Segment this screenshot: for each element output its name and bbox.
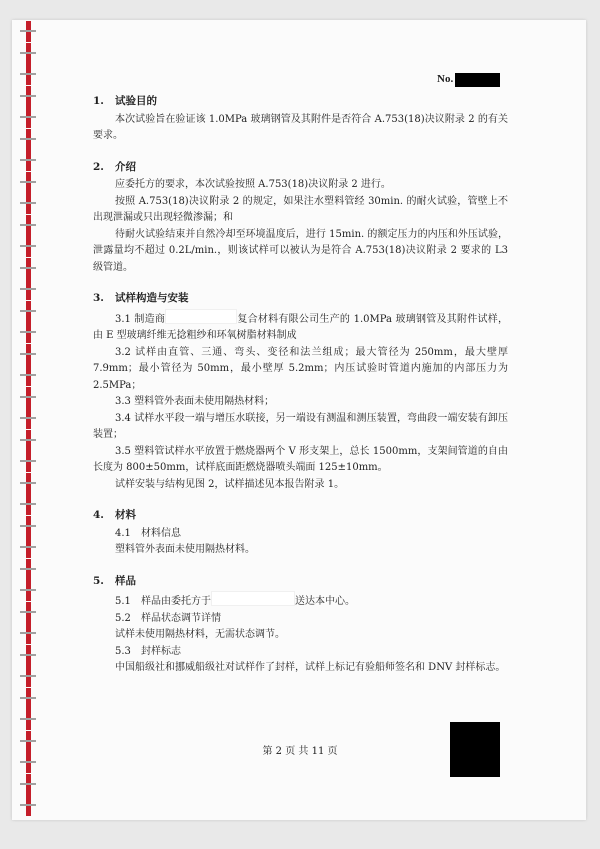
paragraph: 试样安装与结构见图 2，试样描述见本报告附录 1。: [115, 478, 345, 490]
item-number: 5.2: [115, 612, 131, 624]
paragraph: 本次试验旨在验证该 1.0MPa 玻璃钢管及其附件是否符合 A.753(18)决议附录 2 的有关要求。: [93, 113, 508, 141]
binding-ring: [20, 202, 36, 204]
item-text: 送达本中心。: [295, 596, 355, 607]
binding-ring: [20, 675, 36, 677]
item-text: 试样水平段一端与增压水联接，另一端设有测温和测压装置，弯曲段一端安装有卸压装置；: [93, 412, 509, 440]
item-text: 材料信息: [141, 527, 181, 539]
numbered-item: [93, 591, 508, 611]
binding-ring: [20, 116, 36, 118]
section-purpose: [93, 93, 508, 145]
redacted-date: [211, 591, 295, 606]
binding-ring: [20, 95, 36, 97]
section-introduction: [93, 159, 508, 277]
item-number: 5.3: [115, 645, 131, 657]
binding-ring: [20, 245, 36, 247]
document-body: [93, 93, 508, 691]
section-title: 试验目的: [115, 95, 157, 107]
section-title: 介绍: [115, 160, 136, 173]
section-number: 1.: [93, 95, 104, 107]
binding-ring: [20, 611, 36, 613]
section-samples: [93, 573, 508, 677]
document-number-label: No.: [437, 73, 454, 85]
section-heading: [93, 93, 508, 110]
binding-ring: [20, 783, 36, 785]
binding-ring: [20, 417, 36, 419]
spiral-binding: [20, 24, 36, 822]
numbered-item: [93, 411, 508, 444]
binding-ring: [20, 267, 36, 269]
section-number: 5.: [93, 574, 104, 587]
item-text: 样品由委托方于: [141, 596, 211, 607]
section-materials: [93, 507, 508, 559]
redacted-document-number: [455, 73, 500, 87]
binding-ring: [20, 52, 36, 54]
binding-ring: [20, 353, 36, 355]
section-title: 样品: [115, 574, 136, 587]
binding-ring: [20, 159, 36, 161]
item-number: 3.2: [115, 346, 131, 358]
binding-ring: [20, 654, 36, 656]
page-footer: 第 2 页 共 11 页: [262, 746, 338, 757]
section-heading: [93, 507, 508, 524]
item-number: 3.3: [115, 396, 131, 407]
binding-ring: [20, 460, 36, 462]
item-number: 3.4: [115, 412, 131, 424]
binding-ring: [20, 331, 36, 333]
paragraph: 中国船级社和挪威船级社对试样作了封样，试样上标记有验船师签名和 DNV 封样标志。: [115, 662, 506, 673]
binding-ring: [20, 697, 36, 699]
section-specimen-construction: [93, 290, 508, 493]
section-heading: [93, 159, 508, 176]
redacted-stamp: [450, 722, 500, 777]
binding-ring: [20, 482, 36, 484]
binding-ring: [20, 138, 36, 140]
item-text: 封样标志: [141, 645, 181, 657]
item-number: 3.5: [115, 445, 131, 457]
binding-ring: [20, 546, 36, 548]
paragraph: 按照 A.753(18)决议附录 2 的规定，如果注水塑料管经 30min. 的耐火试验，管壁上不出现泄漏或只出现轻微渗漏；和: [93, 195, 508, 223]
binding-ring: [20, 503, 36, 505]
binding-ring: [20, 568, 36, 570]
numbered-item: [93, 309, 508, 345]
paragraph: 试样未使用隔热材料，无需状态调节。: [115, 629, 285, 640]
paragraph: 应委托方的要求，本次试验按照 A.753(18)决议附录 2 进行。: [115, 179, 391, 190]
paragraph: 待耐火试验结束并自然冷却至环境温度后，进行 15min. 的额定压力的内压和外压试验，泄露量均不超过 0.2L/min.，则该试样可以被认为是符合 A.753(18)决议附录 2 要求的 L3 级管道。: [93, 228, 508, 273]
item-text: 塑料管外表面未使用隔热材料；: [134, 396, 275, 407]
binding-ring: [20, 181, 36, 183]
redacted-manufacturer: [165, 309, 237, 324]
binding-ring: [20, 589, 36, 591]
numbered-item: [93, 394, 508, 411]
item-text: 试样由直管、三通、弯头、变径和法兰组成；最大管径为 250mm，最大壁厚 7.9mm；最小管径为 50mm，最小壁厚 5.2mm；内压试验时管道内施加的内部压力为 2.5MPa；: [93, 346, 508, 391]
item-text: 塑料管试样水平放置于燃烧器两个 V 形支架上，总长 1500mm，支架间管道的自由长度为 800±50mm，试样底面距燃烧器喷头端面 125±10mm。: [93, 445, 508, 473]
item-number: 5.1: [115, 596, 131, 607]
binding-ring: [20, 439, 36, 441]
paragraph: 塑料管外表面未使用隔热材料。: [115, 544, 255, 555]
section-number: 4.: [93, 509, 104, 521]
binding-ring: [20, 374, 36, 376]
numbered-item: [93, 345, 508, 395]
numbered-item: [93, 444, 508, 477]
numbered-item: [93, 526, 508, 543]
section-title: 试样构造与安装: [115, 292, 189, 304]
section-title: 材料: [115, 509, 136, 521]
binding-ring: [20, 224, 36, 226]
binding-ring: [20, 632, 36, 634]
numbered-item: [93, 611, 508, 628]
section-number: 2.: [93, 160, 104, 173]
numbered-item: [93, 644, 508, 661]
binding-ring: [20, 718, 36, 720]
section-heading: [93, 290, 508, 307]
binding-ring: [20, 30, 36, 32]
binding-ring: [20, 73, 36, 75]
binding-ring: [20, 804, 36, 806]
section-heading: [93, 573, 508, 590]
item-text: 样品状态调节详情: [141, 612, 221, 624]
item-text: 复合材料有限公司生产的 1.0MPa 玻璃钢管及其附件试样，由 E 型玻璃纤维无捻粗纱和环氧树脂材料制成: [93, 313, 508, 341]
binding-ring: [20, 525, 36, 527]
binding-ring: [20, 288, 36, 290]
section-number: 3.: [93, 292, 104, 304]
item-number: 3.1: [115, 313, 131, 325]
item-text: 制造商: [134, 313, 166, 325]
binding-ring: [20, 310, 36, 312]
binding-ring: [20, 761, 36, 763]
binding-ring: [20, 396, 36, 398]
item-number: 4.1: [115, 527, 131, 539]
